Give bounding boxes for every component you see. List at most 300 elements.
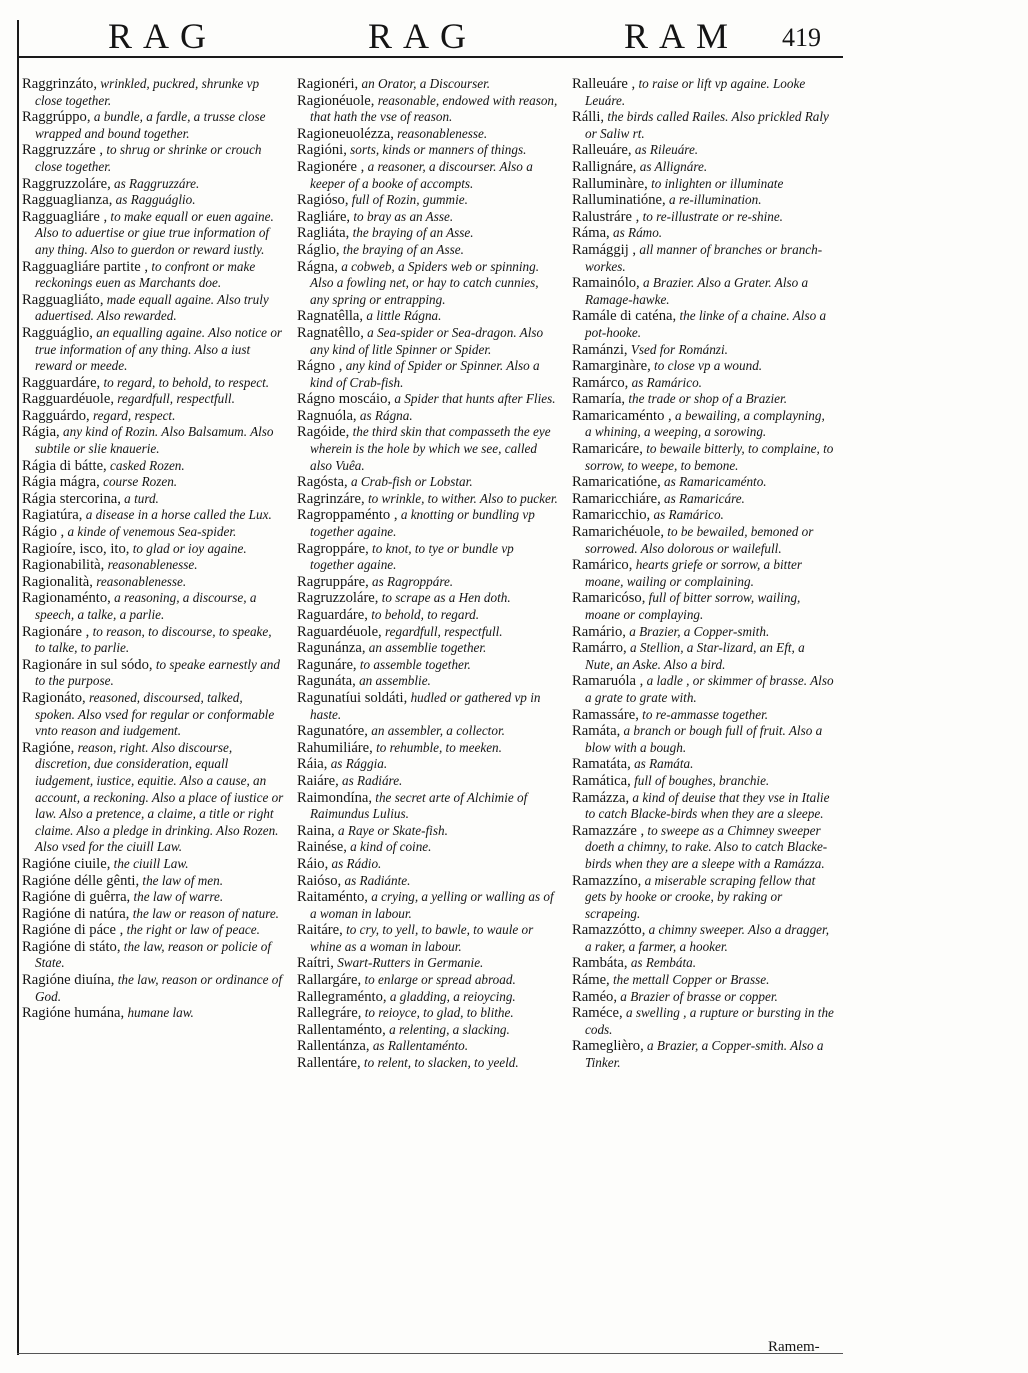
headword: Ragionalità,: [22, 573, 93, 590]
dictionary-entry: [572, 873, 834, 923]
definition: to make equall or euen againe. Also to aduertise or giue true information of any thing. Also to guerdon or reward iustly.: [35, 208, 274, 257]
definition: full of boughes, branchie.: [630, 772, 770, 788]
dictionary-entry: [572, 192, 834, 209]
definition: the third skin that compasseth the eye wherein is the hole by which we see, called also Vuêa.: [310, 424, 551, 473]
dictionary-entry: [297, 1055, 559, 1072]
column-1: [22, 76, 284, 1022]
definition: to close vp a wound.: [650, 358, 763, 374]
dictionary-entry: [297, 723, 559, 740]
dictionary-entry: [22, 424, 284, 457]
headword: Ragióni,: [297, 142, 347, 159]
headword: Ramário,: [572, 623, 626, 640]
column-3: [572, 76, 834, 1072]
headword: Ramaricchio,: [572, 507, 651, 524]
definition: a cobweb, a Spiders web or spinning. Also a fowling net, or hay to catch cunnies, any spring or entrapping.: [310, 258, 540, 307]
headword: Ragroppáre,: [297, 540, 369, 557]
headword: Rágia,: [22, 424, 60, 441]
headword: Rallegráre,: [297, 1005, 362, 1022]
definition: full of bitter sorrow, wailing, moane or complaying.: [585, 590, 801, 622]
headword: Ragguáglio,: [22, 324, 93, 341]
dictionary-entry: [572, 707, 834, 724]
dictionary-entry: [22, 391, 284, 408]
definition: a ladle , or skimmer of brasse. Also a grate to grate with.: [585, 673, 834, 705]
dictionary-entry: [297, 955, 559, 972]
definition: as Rallentaménto.: [369, 1038, 469, 1054]
dictionary-entry: [22, 176, 284, 193]
definition: a Sea-spider or Sea-dragon. Also any kind of litle Spinner or Spider.: [310, 324, 544, 357]
dictionary-entry: [297, 922, 559, 955]
dictionary-entry: [297, 424, 559, 474]
headword: Ragguagliáre ,: [22, 208, 108, 225]
dictionary-entry: [572, 491, 834, 508]
definition: to scrape as a Hen doth.: [378, 590, 511, 606]
headword: Raggruzzáre ,: [22, 142, 104, 159]
definition: as Rámo.: [609, 225, 663, 241]
definition: any kind of Spider or Spinner. Also a kind of Crab-fish.: [310, 358, 540, 390]
footer-rule: [17, 1353, 843, 1354]
definition: Vsed for Románzi.: [627, 341, 728, 357]
headword: Ramatáta,: [572, 756, 631, 773]
definition: a kind of coine.: [346, 839, 432, 855]
definition: to wrinkle, to wither. Also to pucker.: [364, 490, 558, 506]
headword: Ramaría,: [572, 391, 626, 408]
headword: Ráio,: [297, 855, 329, 872]
headword: Ragióne humána,: [22, 1005, 125, 1022]
definition: to assemble together.: [356, 656, 471, 672]
dictionary-entry: [22, 325, 284, 375]
definition: the law of men.: [139, 872, 224, 888]
dictionary-entry: [297, 259, 559, 309]
headword: Rainése,: [297, 839, 347, 856]
page-number: 419: [782, 23, 821, 52]
definition: the law, reason or policie of State.: [35, 938, 272, 971]
dictionary-entry: [297, 989, 559, 1006]
definition: as Rágna.: [356, 407, 413, 423]
definition: to bewaile bitterly, to complaine, to sorrow, to weepe, to bemone.: [585, 441, 834, 473]
dictionary-entry: [22, 259, 284, 292]
dictionary-entry: [297, 624, 559, 641]
headword: Ragionáre in sul sódo,: [22, 656, 153, 673]
definition: to be bewailed, bemoned or sorrowed. Also dolorous or wailefull.: [585, 524, 814, 556]
column-2: [297, 76, 559, 1072]
headword: Ragióne di natúra,: [22, 905, 130, 922]
headword: Ramárico,: [572, 557, 633, 574]
headword: Ragióne délle gênti,: [22, 872, 140, 889]
definition: the law, reason or ordinance of God.: [35, 972, 283, 1004]
dictionary-entry: [297, 308, 559, 325]
header-rule: [17, 56, 843, 58]
headword: Ragionéuole,: [297, 92, 375, 109]
dictionary-entry: [297, 790, 559, 823]
dictionary-entry: [22, 408, 284, 425]
dictionary-entry: [572, 408, 834, 441]
dictionary-entry: [572, 358, 834, 375]
dictionary-entry: [297, 126, 559, 143]
headword: Ragiatúra,: [22, 507, 83, 524]
definition: reasonablenesse.: [92, 573, 187, 589]
dictionary-entry: [572, 391, 834, 408]
dictionary-entry: [572, 308, 834, 341]
definition: made equall againe. Also truly aduertised. Also rewarded.: [35, 291, 269, 324]
dictionary-entry: [572, 823, 834, 873]
definition: the braying of an Asse.: [339, 241, 464, 257]
definition: to rehumble, to meeken.: [372, 739, 502, 755]
definition: to cry, to yell, to bawle, to waule or whine as a woman in labour.: [310, 922, 534, 954]
definition: reasonablenesse.: [393, 125, 488, 141]
dictionary-entry: [297, 93, 559, 126]
headword: Raguardáre,: [297, 607, 368, 623]
headword: Ragionaménto,: [22, 590, 111, 607]
headword: Ramaricóso,: [572, 590, 646, 607]
headword: Rallentáre,: [297, 1055, 361, 1072]
headword: Ralluminatióne,: [572, 192, 666, 209]
definition: as Ragguáglio.: [112, 192, 196, 208]
definition: a reasoning, a discourse, a speech, a talke, a parlie.: [35, 590, 257, 622]
definition: sorts, kinds or manners of things.: [346, 142, 527, 158]
dictionary-entry: [572, 972, 834, 989]
headword: Ragnatêlla,: [297, 308, 364, 325]
dictionary-entry: [22, 541, 284, 558]
headword: Rameglièro,: [572, 1038, 644, 1055]
definition: a miserable scraping fellow that gets by hooke or crooke, by raking or scrapeing.: [585, 872, 816, 921]
dictionary-entry: [22, 939, 284, 972]
dictionary-entry: [297, 972, 559, 989]
headword: Ramáta,: [572, 723, 621, 740]
headword: Ragióne,: [22, 739, 75, 756]
definition: all manner of branches or branch-workes.: [585, 241, 823, 274]
headword: Ramaricatióne,: [572, 474, 661, 491]
definition: a Brazier of brasse or copper.: [617, 988, 778, 1004]
headword: Ragióne di páce ,: [22, 922, 124, 939]
definition: to re-ammasse together.: [638, 706, 769, 722]
dictionary-entry: [297, 839, 559, 856]
definition: as Radiáre.: [338, 772, 403, 788]
definition: reasonable, endowed with reason, that hath the vse of reason.: [310, 92, 558, 125]
dictionary-entry: [22, 474, 284, 491]
headword: Rambáta,: [572, 955, 628, 972]
definition: a disease in a horse called the Lux.: [82, 507, 272, 523]
headword: Ramaruóla ,: [572, 673, 644, 690]
definition: the birds called Railes. Also prickled Raly or Saliw rt.: [585, 109, 829, 141]
dictionary-entry: [22, 873, 284, 890]
headword: Raiáre,: [297, 772, 339, 789]
headword: Ramaricaménto ,: [572, 407, 672, 424]
definition: a Brazier. Also a Grater. Also a Ramage-hawke.: [585, 275, 809, 307]
dictionary-entry: [22, 142, 284, 175]
definition: as Radiánte.: [341, 872, 411, 888]
dictionary-entry: [22, 590, 284, 623]
dictionary-entry: [572, 989, 834, 1006]
definition: to enlarge or spread abroad.: [361, 972, 516, 988]
headword: Ragósta,: [297, 474, 348, 491]
headword: Rallargáre,: [297, 972, 362, 989]
definition: a swelling , a rupture or bursting in the cods.: [585, 1005, 834, 1037]
headword: Rálli,: [572, 109, 605, 126]
dictionary-entry: [572, 756, 834, 773]
headword: Raitáre,: [297, 922, 343, 939]
definition: a branch or bough full of fruit. Also a blow with a bough.: [585, 723, 823, 755]
definition: to inlighten or illuminate: [647, 175, 784, 191]
headword: Ramazzíno,: [572, 872, 642, 889]
definition: an assemblie together.: [365, 640, 487, 656]
dictionary-entry: [572, 275, 834, 308]
dictionary-entry: [22, 740, 284, 856]
dictionary-entry: [572, 773, 834, 790]
headword: Raggrúppo,: [22, 109, 91, 126]
dictionary-entry: [22, 524, 284, 541]
headword: Ramále di caténa,: [572, 308, 677, 325]
definition: to speake earnestly and to the purpose.: [35, 656, 280, 689]
definition: an assemblie.: [355, 673, 431, 689]
headword: Ralleuáre,: [572, 142, 632, 159]
headword: Ragunatíui soldáti,: [297, 689, 408, 706]
definition: an assembler, a collector.: [367, 723, 505, 739]
dictionary-entry: [572, 76, 834, 109]
catchword: Ramem-: [768, 1339, 820, 1355]
definition: a crying, a yelling or walling as of a woman in labour.: [310, 889, 554, 921]
headword: Ralustráre ,: [572, 208, 640, 225]
dictionary-entry: [297, 1005, 559, 1022]
dictionary-entry: [572, 474, 834, 491]
dictionary-entry: [22, 972, 284, 1005]
definition: the linke of a chaine. Also a pot-hooke.: [585, 308, 827, 340]
dictionary-entry: [572, 673, 834, 706]
headword: Rallegraménto,: [297, 988, 387, 1005]
headword: Ragunáta,: [297, 673, 356, 690]
headword: Ragionáre ,: [22, 623, 90, 640]
running-head-right: RAM: [624, 16, 740, 56]
dictionary-entry: [572, 176, 834, 193]
dictionary-entry: [297, 491, 559, 508]
headword: Ragliáta,: [297, 225, 350, 242]
headword: Ramaricáre,: [572, 441, 643, 458]
definition: an Orator, a Discourser.: [358, 76, 491, 91]
headword: Ragnuóla,: [297, 407, 357, 424]
definition: a little Rágna.: [363, 308, 442, 324]
definition: the law or reason of nature.: [129, 905, 279, 921]
headword: Ragliáre,: [297, 208, 351, 225]
headword: Raméo,: [572, 988, 617, 1005]
dictionary-entry: [22, 375, 284, 392]
headword: Raméce,: [572, 1005, 623, 1022]
headword: Ragguardáre,: [22, 374, 101, 391]
dictionary-entry: [297, 574, 559, 591]
headword: Rágno ,: [297, 358, 343, 375]
headword: Ramarginàre,: [572, 358, 651, 375]
definition: reasonablenesse.: [104, 557, 198, 573]
definition: a knotting or bundling vp together againe.: [310, 507, 535, 540]
headword: Raióso,: [297, 872, 342, 889]
headword: Ragguagliáre partite ,: [22, 258, 149, 275]
headword: Ragguárdo,: [22, 407, 90, 424]
headword: Rágia mágra,: [22, 474, 100, 491]
definition: a gladding, a reioycing.: [386, 988, 516, 1004]
headword: Rallentaménto,: [297, 1021, 386, 1038]
dictionary-entry: [572, 375, 834, 392]
headword: Raina,: [297, 822, 335, 839]
definition: to reioyce, to glad, to blithe.: [361, 1005, 514, 1021]
headword: Rágio ,: [22, 524, 65, 541]
definition: a kind of deuise that they vse in Italie to catch Blacke-birds when they are a sleepe.: [585, 789, 830, 822]
headword: Ramazzótto,: [572, 922, 646, 939]
headword: Ramazzáre ,: [572, 822, 645, 839]
definition: as Raggruzzáre.: [110, 175, 200, 191]
headword: Raggruzzoláre,: [22, 175, 111, 192]
headword: Ralluminàre,: [572, 175, 648, 192]
dictionary-entry: [572, 1005, 834, 1038]
headword: Ramárro,: [572, 640, 627, 657]
definition: the law of warre.: [130, 889, 224, 905]
dictionary-entry: [297, 192, 559, 209]
headword: Ráia,: [297, 756, 328, 773]
dictionary-entry: [22, 624, 284, 657]
definition: as Allignáre.: [636, 158, 708, 174]
dictionary-entry: [297, 673, 559, 690]
dictionary-entry: [297, 358, 559, 391]
dictionary-entry: [22, 109, 284, 142]
definition: hearts griefe or sorrow, a bitter moane, wailing or complaining.: [585, 557, 802, 589]
dictionary-entry: [22, 507, 284, 524]
definition: as Rádio.: [328, 855, 382, 871]
definition: as Ramaricaménto.: [660, 474, 767, 490]
dictionary-entry: [572, 1038, 834, 1071]
dictionary-entry: [297, 590, 559, 607]
definition: a Spider that hunts after Flies.: [391, 391, 556, 407]
dictionary-entry: [297, 773, 559, 790]
definition: to confront or make reckonings euen as Marchants doe.: [35, 258, 256, 291]
headword: Ragguardéuole,: [22, 391, 114, 408]
headword: Ragionáto,: [22, 689, 86, 706]
dictionary-entry: [297, 690, 559, 723]
dictionary-entry: [297, 889, 559, 922]
dictionary-entry: [297, 873, 559, 890]
headword: Ragruppáre,: [297, 573, 369, 590]
dictionary-entry: [572, 624, 834, 641]
headword: Raimondína,: [297, 789, 372, 806]
definition: course Rozen.: [99, 474, 178, 490]
headword: Ragrinzáre,: [297, 490, 365, 507]
definition: the braying of an Asse.: [349, 225, 474, 241]
definition: a re-illumination.: [665, 192, 762, 208]
definition: to reason, to discourse, to speake, to talke, to parlie.: [35, 623, 272, 656]
definition: wrinkled, puckred, shrunke vp close together.: [35, 76, 260, 108]
definition: a bundle, a fardle, a trusse close wrapped and bound together.: [35, 109, 266, 141]
definition: reason, right. Also discourse, discretion, due consideration, equall iudgement, iustice, equitie. Also a cause, an account, a reckoning. Also a place of iustice or law. Also a pretence, a claime, a title or right claime. Also a pledge in drinking. Also Rozen. Also vsed for the ciuill Law.: [35, 739, 284, 855]
headword: Ramázza,: [572, 789, 630, 806]
dictionary-entry: [572, 159, 834, 176]
dictionary-entry: [22, 856, 284, 873]
headword: Ragióne diuína,: [22, 972, 115, 989]
headword: Ragunánza,: [297, 640, 366, 657]
definition: to glad or ioy againe.: [129, 540, 247, 556]
headword: Ragóide,: [297, 424, 350, 441]
dictionary-entry: [22, 458, 284, 475]
definition: to shrug or shrinke or crouch close together.: [35, 142, 262, 174]
dictionary-entry: [297, 740, 559, 757]
dictionary-entry: [297, 1038, 559, 1055]
dictionary-entry: [22, 574, 284, 591]
dictionary-entry: [572, 142, 834, 159]
definition: as Ramaricáre.: [660, 490, 745, 506]
headword: Ragioneuolézza,: [297, 125, 394, 142]
headword: Raítri,: [297, 955, 334, 972]
definition: to re-illustrate or re-shine.: [639, 208, 783, 224]
headword: Ramaricchiáre,: [572, 490, 661, 507]
definition: as Rileuáre.: [631, 142, 699, 158]
dictionary-entry: [572, 242, 834, 275]
headword: Ragióne ciuile,: [22, 855, 111, 872]
headword: Ragionéri,: [297, 76, 359, 92]
dictionary-entry: [572, 557, 834, 590]
definition: a turd.: [120, 490, 159, 506]
dictionary-entry: [297, 657, 559, 674]
dictionary-entry: [297, 640, 559, 657]
definition: a chimny sweeper. Also a dragger, a raker, a farmer, a hooker.: [585, 922, 829, 954]
headword: Rahumiliáre,: [297, 739, 373, 756]
headword: Ramassáre,: [572, 706, 639, 723]
definition: full of Rozin, gummie.: [348, 192, 468, 208]
dictionary-entry: [297, 541, 559, 574]
dictionary-entry: [22, 889, 284, 906]
definition: as Ramáta.: [630, 756, 694, 772]
dictionary-entry: [22, 557, 284, 574]
running-head-left: RAG: [108, 16, 218, 56]
headword: Ramággij ,: [572, 241, 637, 258]
definition: regardfull, respectfull.: [114, 391, 235, 407]
headword: Rágia di bátte,: [22, 457, 107, 474]
headword: Ragnatêllo,: [297, 324, 364, 341]
dictionary-entry: [22, 922, 284, 939]
dictionary-entry: [572, 524, 834, 557]
definition: as Ramárico.: [628, 374, 702, 390]
headword: Ramánzi,: [572, 341, 628, 358]
headword: Rallentánza,: [297, 1038, 370, 1055]
headword: Ramática,: [572, 772, 631, 789]
headword: Ragroppaménto ,: [297, 507, 398, 524]
headword: Raguardéuole,: [297, 623, 382, 640]
definition: a bewailing, a complayning, a whining, a weeping, a sorowing.: [585, 407, 825, 440]
definition: as Rággia.: [327, 756, 388, 772]
definition: a Crab-fish or Lobstar.: [347, 474, 473, 490]
definition: regardfull, respectfull.: [381, 623, 503, 639]
dictionary-entry: [22, 491, 284, 508]
dictionary-entry: [297, 325, 559, 358]
headword: Raggrinzáto,: [22, 76, 97, 92]
definition: a Brazier, a Copper-smith. Also a Tinker.: [585, 1038, 824, 1071]
definition: reasoned, discoursed, talked, spoken. Also vsed for regular or conformable vnto reason and iudgement.: [35, 689, 275, 739]
dictionary-entry: [572, 507, 834, 524]
definition: the right or law of peace.: [123, 922, 260, 938]
dictionary-entry: [297, 1022, 559, 1039]
definition: as Ramárico.: [650, 507, 724, 523]
definition: the mettall Copper or Brasse.: [609, 972, 770, 988]
dictionary-entry: [297, 76, 559, 93]
headword: Ragruzzoláre,: [297, 590, 379, 607]
headword: Ramarichéuole,: [572, 524, 664, 541]
dictionary-entry: [572, 225, 834, 242]
definition: a kinde of venemous Sea-spider.: [64, 524, 237, 540]
dictionary-entry: [22, 657, 284, 690]
dictionary-entry: [297, 159, 559, 192]
dictionary-entry: [572, 590, 834, 623]
dictionary-entry: [22, 209, 284, 259]
dictionary-entry: [297, 242, 559, 259]
definition: any kind of Rozin. Also Balsamum. Also subtile or slie knauerie.: [35, 424, 274, 457]
definition: to behold, to regard.: [367, 607, 480, 622]
dictionary-entry: [572, 922, 834, 955]
definition: to regard, to behold, to respect.: [100, 374, 270, 390]
headword: Raitaménto,: [297, 889, 368, 906]
